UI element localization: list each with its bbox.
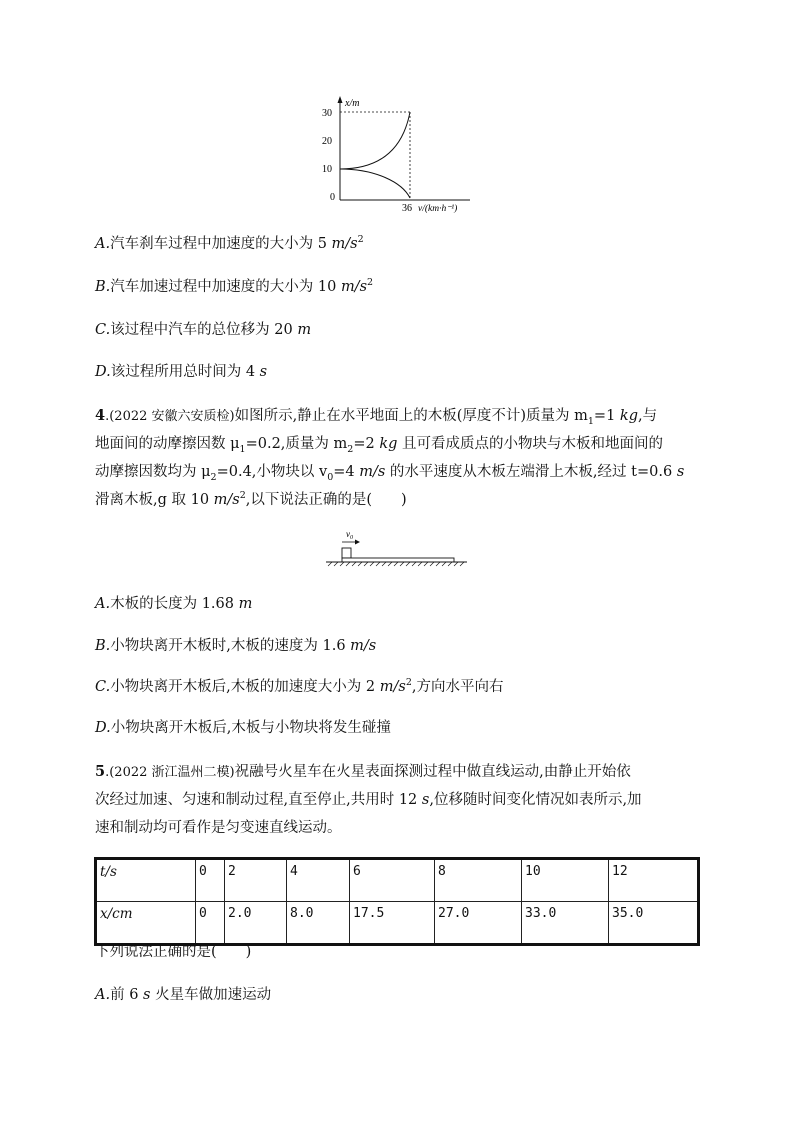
q3-option-a: A.汽车刹车过程中加速度的大小为 5 $m/s^2$	[95, 234, 364, 252]
q4-option-b: B.小物块离开木板时,木板的速度为 1.6 m/s	[95, 638, 377, 654]
table-cell: t/s	[96, 859, 196, 902]
v0-arrow-head	[355, 540, 360, 545]
table-cell: 12	[609, 859, 699, 902]
q5-stem-line-2: 次经过加速、匀速和制动过程,直至停止,共用时 12 s,位移随时间变化情况如表所示,加	[95, 792, 642, 808]
y-axis-label: x/m	[345, 98, 360, 109]
q3-option-b: B.汽车加速过程中加速度的大小为 10 $m/s^2$	[95, 277, 374, 295]
accel-curve	[340, 112, 410, 169]
x-axis-label: v/(km·h⁻¹)	[418, 204, 458, 214]
q3-option-c: C.该过程中汽车的总位移为 20 m	[95, 322, 312, 338]
q5-option-a: A.前 6 s 火星车做加速运动	[95, 987, 272, 1003]
small-block	[342, 548, 351, 558]
table-cell: 17.5	[350, 902, 435, 945]
table-cell: 2.0	[225, 902, 287, 945]
table-cell: 8	[435, 859, 522, 902]
table-row-time	[96, 859, 699, 902]
table-cell: 33.0	[522, 902, 609, 945]
table-cell: 27.0	[435, 902, 522, 945]
block-on-board-figure	[322, 528, 472, 570]
y-axis-arrow	[338, 96, 343, 103]
q4-stem-line-2: 地面间的动摩擦因数 $\mu_1=0.2$,质量为 $m_2=2$ kg 且可看成质点的小物块与木板和地面间的	[95, 436, 663, 455]
wooden-board	[342, 558, 454, 562]
q5-question: 下列说法正确的是( )	[95, 944, 252, 960]
q4-option-a: A.木板的长度为 1.68 m	[95, 596, 253, 612]
q3-option-d: D.该过程所用总时间为 4 s	[95, 364, 268, 380]
table-cell: 0	[196, 902, 225, 945]
y-tick-10: 10	[322, 164, 332, 175]
q4-option-c: C.小物块离开木板后,木板的加速度大小为 2 $m/s^2$,方向水平向右	[95, 677, 504, 695]
brake-curve	[340, 169, 410, 198]
x-v-graph-figure	[320, 92, 480, 217]
v0-label: $v_0$	[346, 529, 353, 541]
q5-stem-line-3: 速和制动均可看作是匀变速直线运动。	[95, 820, 342, 836]
table-row-position	[96, 902, 699, 945]
table-cell: 0	[196, 859, 225, 902]
table-cell: 2	[225, 859, 287, 902]
y-tick-20: 20	[322, 136, 332, 147]
table-cell: 4	[287, 859, 350, 902]
q4-stem-line-1: 4.(2022 安徽六安质检)如图所示,静止在水平地面上的木板(厚度不计)质量为 $m_1=1$ kg,与	[95, 407, 658, 427]
q4-stem-line-4: 滑离木板,g 取 10 $m/s^2$,以下说法正确的是( )	[95, 490, 407, 508]
q5-stem-line-1: 5.(2022 浙江温州二模)祝融号火星车在火星表面探测过程中做直线运动,由静止开始依	[95, 763, 631, 780]
q4-option-d: D.小物块离开木板后,木板与小物块将发生碰撞	[95, 720, 391, 736]
table-cell: 8.0	[287, 902, 350, 945]
table-cell: 6	[350, 859, 435, 902]
ground-hatching	[328, 562, 464, 566]
x-tick-36: 36	[402, 203, 412, 214]
position-time-table	[94, 857, 700, 946]
y-tick-30: 30	[322, 108, 332, 119]
table-cell: 35.0	[609, 902, 699, 945]
q4-stem-line-3: 动摩擦因数均为 $\mu_2=0.4$,小物块以 $v_0=4$ m/s 的水平速度从木板左端滑上木板,经过 t=0.6 s	[95, 464, 685, 483]
y-tick-0: 0	[330, 192, 335, 203]
table-cell: 10	[522, 859, 609, 902]
table-cell: x/cm	[96, 902, 196, 945]
